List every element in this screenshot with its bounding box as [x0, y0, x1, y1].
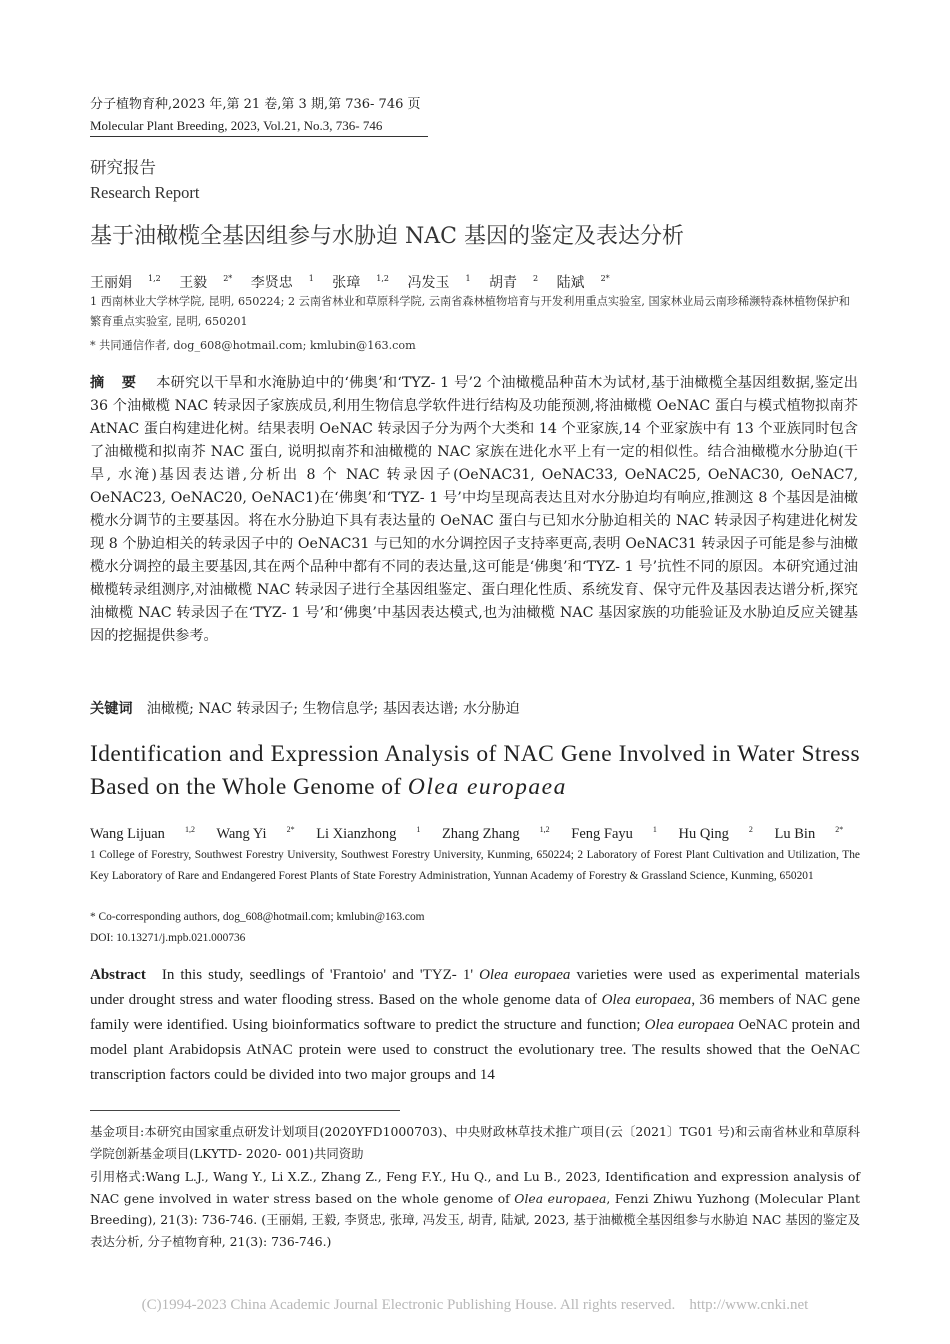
- author: 王毅 $^{2*}$: [179, 274, 233, 291]
- author: Lu Bin $^{2*}$: [774, 825, 844, 842]
- author: 陆斌 $^{2*}$: [556, 274, 610, 291]
- doi: DOI: 10.13271/j.mpb.021.000736: [90, 932, 246, 944]
- affiliation-zh: 1 西南林业大学林学院, 昆明, 650224; 2 云南省林业和草原科学院, 云南省森林植物培育与开发利用重点实验室, 国家林业局云南珍稀濒特森林植物保护和繁育重点实验室, 昆明, 650201: [90, 295, 850, 328]
- section-label-zh: 研究报告: [90, 158, 156, 177]
- abstract-zh: [90, 372, 858, 648]
- author: Li Xianzhong $^1$: [316, 825, 421, 842]
- section-label-en: Research Report: [90, 183, 200, 202]
- paper-title-en: Identification and Expression Analysis of NAC Gene Involved in Water Stress Based on the Whole Genome of Olea europaea: [90, 741, 860, 800]
- author: 胡青 $^2$: [489, 274, 539, 291]
- abstract-text-zh: 本研究以干旱和水淹胁迫中的‘佛奥’和‘TYZ- 1 号’2 个油橄榄品种苗木为试材,基于油橄榄全基因组数据,鉴定出 36 个油橄榄 NAC 转录因子家族成员,利用生物信息学软件进行结构及功能预测,将油橄榄 OeNAC 蛋白与模式植物拟南芥 AtNAC 蛋白构建进化树。结果表明 OeNAC 转录因子分为两个大类和 14 个亚家族,14 个亚家族中有 13 个亚族同时包含了油橄榄和拟南芥 NAC 蛋白, 说明拟南芥和油橄榄的 NAC 家族在进化水平上有一定的相似性。结合油橄榄水分胁迫(干旱, 水淹)基因表达谱,分析出 8 个 NAC 转录因子(OeNAC31, OeNAC33, OeNAC25, OeNAC30, OeNAC7, OeNAC23, OeNAC20, OeNAC1)在‘佛奥’和‘TYZ- 1 号’中均呈现高表达且对水分胁迫均有响应,推测这 8 个基因是油橄榄水分调节的主要基因。将在水分胁迫下具有表达量的 OeNAC 蛋白与已知水分胁迫相关的 NAC 转录因子构建进化树发现 8 个胁迫相关的转录因子中的 OeNAC31 与已知的水分调控因子支持率更高,表明 OeNAC31 转录因子可能是参与油橄榄水分调控的最主要基因,其在两个品种中都有不同的表达量,这可能是‘佛奥’和‘TYZ- 1 号’抗性不同的原因。本研究通过油橄榄转录组测序,对油橄榄 NAC 转录因子进行全基因组鉴定、蛋白理化性质、系统发育、保守元件及基因表达谱分析,探究油橄榄 NAC 转录因子在‘TYZ- 1 号’和‘佛奥’中基因表达模式,也为油橄榄 NAC 基因家族的功能验证及水胁迫反应关键基因的挖掘提供参考。: [90, 375, 858, 644]
- abstract-label-en: Abstract: [90, 967, 146, 983]
- species-name: Olea europaea: [407, 774, 567, 800]
- funding-note: 基金项目:本研究由国家重点研发计划项目(2020YFD1000703)、中央财政林草技术推广项目(云〔2021〕TG01 号)和云南省林业和草原科学院创新基金项目(LKYTD- 2020- 001)共同资助: [90, 1124, 860, 1161]
- author-list-en: [90, 820, 861, 844]
- abstract-en: Abstract In this study, seedlings of 'Frantoio' and 'TYZ- 1' Olea europaea varieties were used as experimental materials under drought stress and water flooding stress. Based on the whole genome data of Olea europaea, 36 members of NAC gene family were identified. Using bioinformatics software to predict the structure and function; Olea europaea OeNAC protein and model plant Arabidopsis AtNAC protein were used to construct the evolutionary tree. The results showed that the OeNAC transcription factors could be divided into two major groups and 14: [90, 967, 860, 1083]
- author: Wang Yi $^{2*}$: [216, 825, 295, 842]
- header-divider: [90, 136, 428, 137]
- corresponding-author-en: * Co-corresponding authors, dog_608@hotmail.com; kmlubin@163.com: [90, 911, 425, 923]
- author: 李贤忠 $^1$: [250, 274, 314, 291]
- copyright-notice: (C)1994-2023 China Academic Journal Electronic Publishing House. All rights reserved. http://www.cnki.net: [141, 1297, 809, 1313]
- corresponding-author-zh: * 共同通信作者, dog_608@hotmail.com; kmlubin@163.com: [90, 339, 416, 352]
- citation-format: 引用格式:Wang L.J., Wang Y., Li X.Z., Zhang Z., Feng F.Y., Hu Q., and Lu B., 2023, Identification and expression analysis of NAC gene involved in water stress based on the whole genome of Olea europaea, Fenzi Zhiwu Yuzhong (Molecular Plant Breeding), 21(3): 736-746. (王丽娟, 王毅, 李贤忠, 张璋, 冯发玉, 胡青, 陆斌, 2023, 基于油橄榄全基因组参与水胁迫 NAC 基因的鉴定及表达分析, 分子植物育种, 21(3): 736-746.): [90, 1169, 860, 1249]
- cnki-link[interactable]: http://www.cnki.net: [689, 1297, 809, 1313]
- keywords-zh: [90, 698, 520, 720]
- abstract-label-zh: 摘 要: [90, 375, 143, 391]
- affiliation-en: 1 College of Forestry, Southwest Forestry University, Southwest Forestry University, Kunming, 650224; 2 Laboratory of Forest Plant Cultivation and Utilization, The Key Laboratory of Rare and Endangered Forest Plants of State Forestry Administration, Yunnan Academy of Forestry & Grassland Science, Kunming, 650201: [90, 849, 860, 882]
- author: Wang Lijuan $^{1,2}$: [90, 825, 195, 842]
- keywords-text-zh: 油橄榄; NAC 转录因子; 生物信息学; 基因表达谱; 水分胁迫: [146, 701, 520, 717]
- author: 冯发玉 $^1$: [407, 274, 471, 291]
- footnote-divider: [90, 1110, 400, 1111]
- journal-citation-zh: 分子植物育种,2023 年,第 21 卷,第 3 期,第 736- 746 页: [90, 97, 421, 112]
- author: 张璋 $^{1,2}$: [332, 274, 390, 291]
- author-list-zh: [90, 269, 624, 293]
- journal-citation-en: Molecular Plant Breeding, 2023, Vol.21, No.3, 736- 746: [90, 118, 383, 133]
- keywords-label-zh: 关键词: [90, 701, 133, 717]
- paper-title-zh: 基于油橄榄全基因组参与水胁迫 NAC 基因的鉴定及表达分析: [90, 224, 684, 249]
- author: 王丽娟 $^{1,2}$: [90, 274, 161, 291]
- author: Zhang Zhang $^{1,2}$: [441, 825, 550, 842]
- author: Hu Qing $^2$: [678, 825, 753, 842]
- author: Feng Fayu $^1$: [571, 825, 657, 842]
